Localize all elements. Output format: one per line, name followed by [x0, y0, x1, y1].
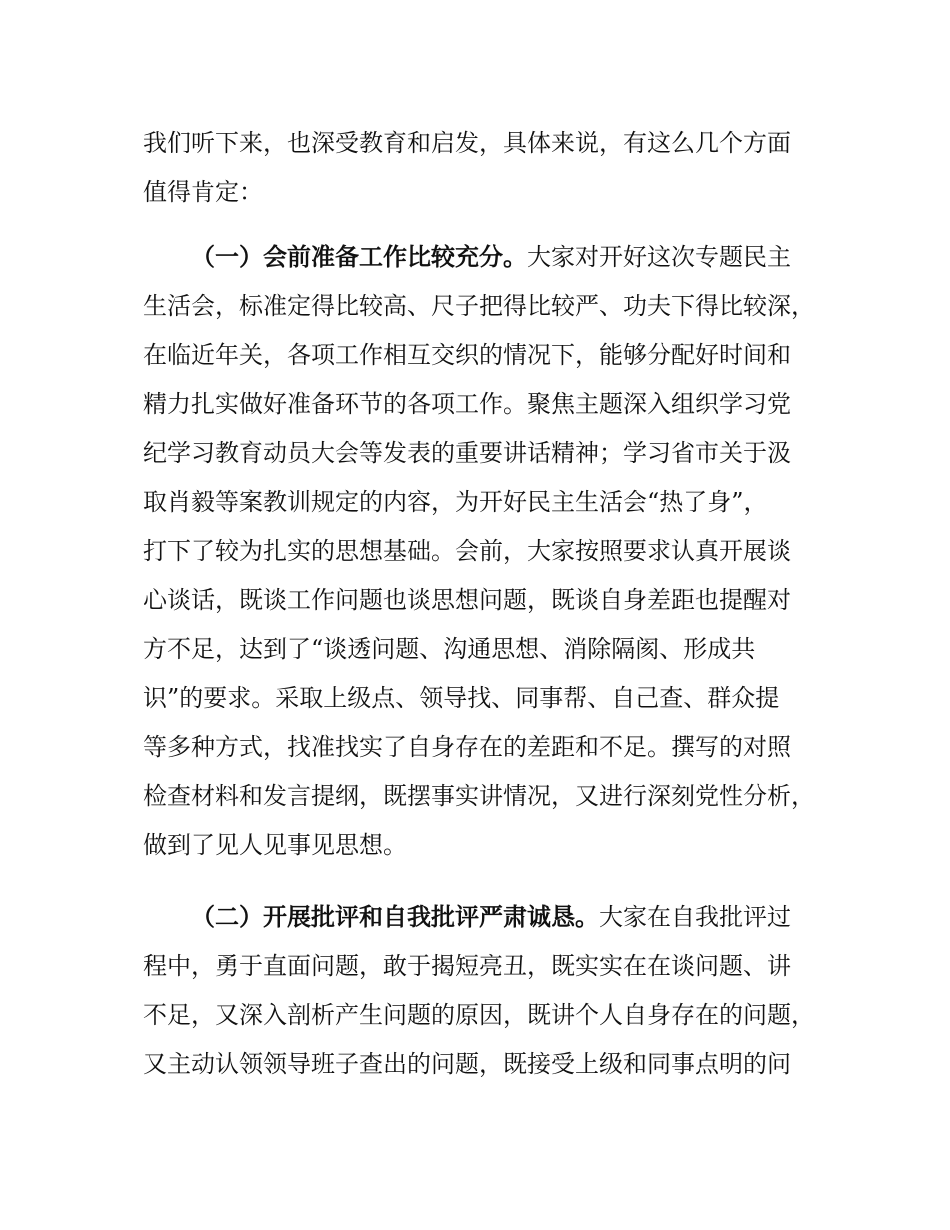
text-line: 纪学习教育动员大会等发表的重要讲话精神；学习省市关于汲: [143, 439, 791, 467]
text-line: 生活会，标准定得比较高、尺子把得比较严、功夫下得比较深，: [143, 292, 815, 320]
text-line: 不足，又深入剖析产生问题的原因，既讲个人自身存在的问题，: [143, 1001, 815, 1029]
intro-paragraph: [143, 119, 828, 217]
text-line: 值得肯定：: [143, 178, 263, 206]
section-1-heading: （一）会前准备工作比较充分。: [191, 243, 527, 271]
text-line: 打下了较为扎实的思想基础。会前，大家按照要求认真开展谈: [143, 537, 791, 565]
section-1-paragraph: [143, 233, 828, 870]
section-1-first-line-text: 大家对开好这次专题民主: [527, 243, 791, 271]
text-line: 等多种方式，找准找实了自身存在的差距和不足。撰写的对照: [143, 733, 791, 761]
text-line: 方不足，达到了“谈透问题、沟通思想、消除隔阂、形成共: [143, 635, 756, 663]
text-line: 又主动认领领导班子查出的问题，既接受上级和同事点明的问: [143, 1050, 791, 1078]
text-line: 精力扎实做好准备环节的各项工作。聚焦主题深入组织学习党: [143, 390, 791, 418]
text-line: 我们听下来，也深受教育和启发，具体来说，有这么几个方面: [143, 129, 791, 157]
text-line: 检查材料和发言提纲，既摆事实讲情况，又进行深刻党性分析，: [143, 782, 815, 810]
section-1-first-line: [143, 233, 828, 282]
text-line: 取肖毅等案教训规定的内容，为开好民主生活会“热了身”，: [143, 488, 768, 516]
text-line: 在临近年关，各项工作相互交织的情况下，能够分配好时间和: [143, 341, 791, 369]
text-line: 程中，勇于直面问题，敢于揭短亮丑，既实实在在谈问题、讲: [143, 952, 791, 980]
section-2-first-line-text: 大家在自我批评过: [599, 903, 791, 931]
text-line: 做到了见人见事见思想。: [143, 831, 407, 859]
text-line: 识”的要求。采取上级点、领导找、同事帮、自己查、群众提: [143, 684, 780, 712]
section-2-heading: （二）开展批评和自我批评严肃诚恳。: [191, 903, 599, 931]
section-2-paragraph: [143, 893, 828, 1089]
section-2-first-line: [143, 893, 828, 942]
text-line: 心谈话，既谈工作问题也谈思想问题，既谈自身差距也提醒对: [143, 586, 791, 614]
